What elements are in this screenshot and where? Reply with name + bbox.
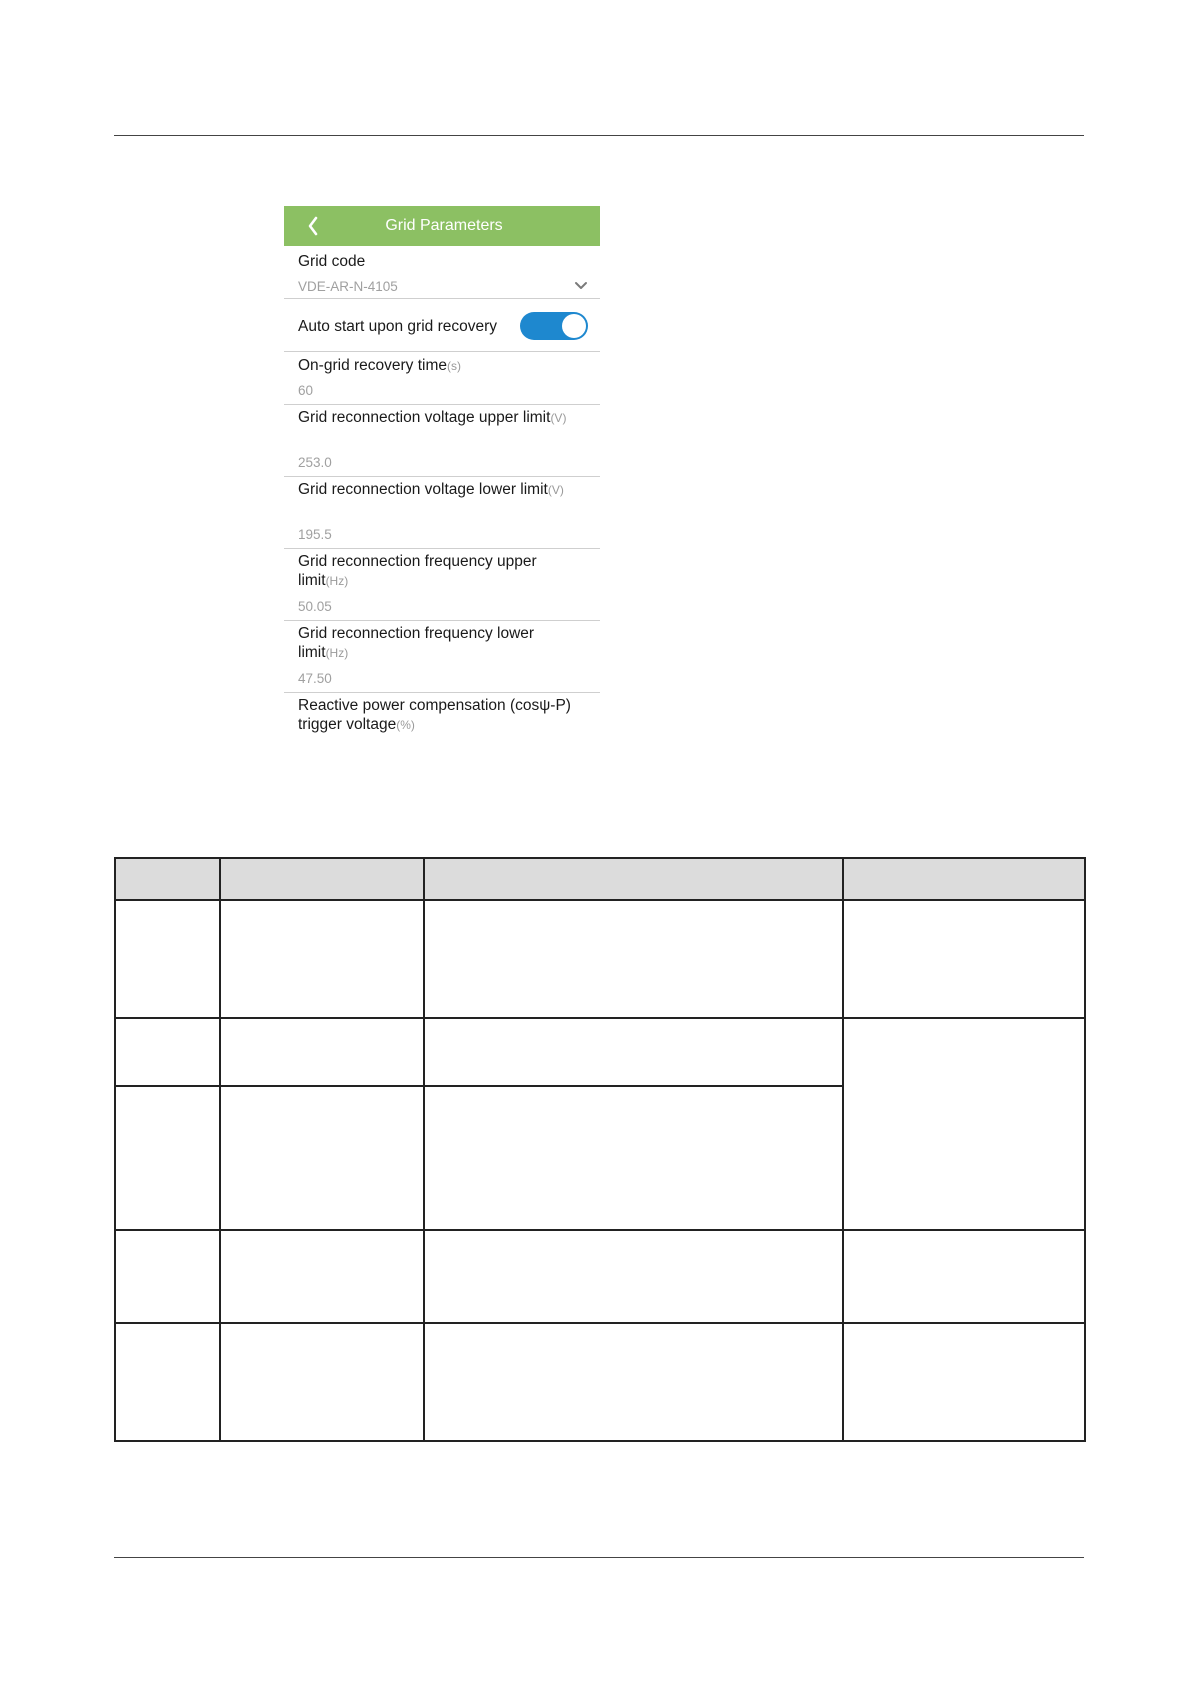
frequency-upper-label [298, 552, 568, 591]
footer-rule [114, 1557, 1084, 1558]
header-rule [114, 135, 1084, 136]
recovery-time-field[interactable] [284, 352, 600, 405]
voltage-upper-label-text: Grid reconnection voltage upper limit [298, 409, 551, 426]
table-cell [220, 1086, 424, 1230]
table-cell [843, 1323, 1085, 1441]
table-header-cell [424, 858, 843, 900]
table-row [115, 900, 1085, 1018]
table-cell [115, 1018, 220, 1086]
table-cell [220, 1018, 424, 1086]
table-header-cell [843, 858, 1085, 900]
auto-start-row [284, 299, 600, 352]
voltage-lower-value: 195.5 [298, 527, 332, 542]
frequency-lower-label [298, 624, 568, 663]
table-row [115, 1230, 1085, 1323]
chevron-down-icon[interactable] [574, 281, 588, 290]
parameter-table [114, 857, 1086, 1442]
frequency-upper-field[interactable] [284, 549, 600, 621]
table-header-cell [115, 858, 220, 900]
table-header-cell [220, 858, 424, 900]
recovery-time-label [298, 356, 461, 376]
table-cell [424, 1230, 843, 1323]
frequency-lower-field[interactable] [284, 621, 600, 693]
table-cell [115, 1230, 220, 1323]
table-cell [843, 900, 1085, 1018]
reactive-power-label-text: Reactive power compensation (cosψ-P) trigger voltage [298, 697, 571, 733]
voltage-lower-unit: (V) [547, 483, 564, 497]
voltage-upper-unit: (V) [550, 411, 567, 425]
frequency-upper-unit: (Hz) [325, 574, 349, 588]
table-cell [115, 1086, 220, 1230]
frequency-lower-value: 47.50 [298, 671, 332, 686]
toggle-knob [562, 314, 586, 338]
recovery-time-value: 60 [298, 383, 314, 398]
page-title: Grid Parameters [385, 217, 503, 234]
table-row [115, 1018, 1085, 1086]
grid-parameters-screen [284, 206, 600, 736]
grid-code-label: Grid code [298, 253, 366, 270]
auto-start-toggle[interactable] [520, 312, 588, 340]
voltage-lower-label-text: Grid reconnection voltage lower limit [298, 481, 548, 498]
frequency-lower-label-text: Grid reconnection frequency lower limit [298, 625, 535, 661]
title-bar [284, 206, 600, 246]
recovery-time-unit: (s) [447, 359, 462, 373]
recovery-time-label-text: On-grid recovery time [298, 357, 448, 374]
table-row [115, 1323, 1085, 1441]
grid-code-select[interactable] [284, 246, 600, 299]
voltage-lower-label [298, 480, 568, 500]
voltage-lower-field[interactable] [284, 477, 600, 549]
table-cell [115, 1323, 220, 1441]
frequency-upper-label-text: Grid reconnection frequency upper limit [298, 553, 537, 589]
reactive-power-label [298, 696, 578, 735]
table-cell-merged [843, 1018, 1085, 1230]
voltage-upper-label [298, 408, 568, 428]
table-cell [220, 900, 424, 1018]
reactive-power-unit: (%) [396, 718, 415, 732]
auto-start-label: Auto start upon grid recovery [298, 318, 498, 335]
voltage-upper-value: 253.0 [298, 455, 332, 470]
table-cell [115, 900, 220, 1018]
frequency-lower-unit: (Hz) [325, 646, 349, 660]
table-cell [220, 1230, 424, 1323]
table-header-row [115, 858, 1085, 900]
table-cell [424, 900, 843, 1018]
table-cell [424, 1086, 843, 1230]
grid-code-value: VDE-AR-N-4105 [298, 279, 398, 294]
table-cell [424, 1323, 843, 1441]
voltage-upper-field[interactable] [284, 405, 600, 477]
reactive-power-field[interactable] [284, 693, 600, 736]
table-cell [424, 1018, 843, 1086]
frequency-upper-value: 50.05 [298, 599, 332, 614]
table-cell [843, 1230, 1085, 1323]
table-cell [220, 1323, 424, 1441]
